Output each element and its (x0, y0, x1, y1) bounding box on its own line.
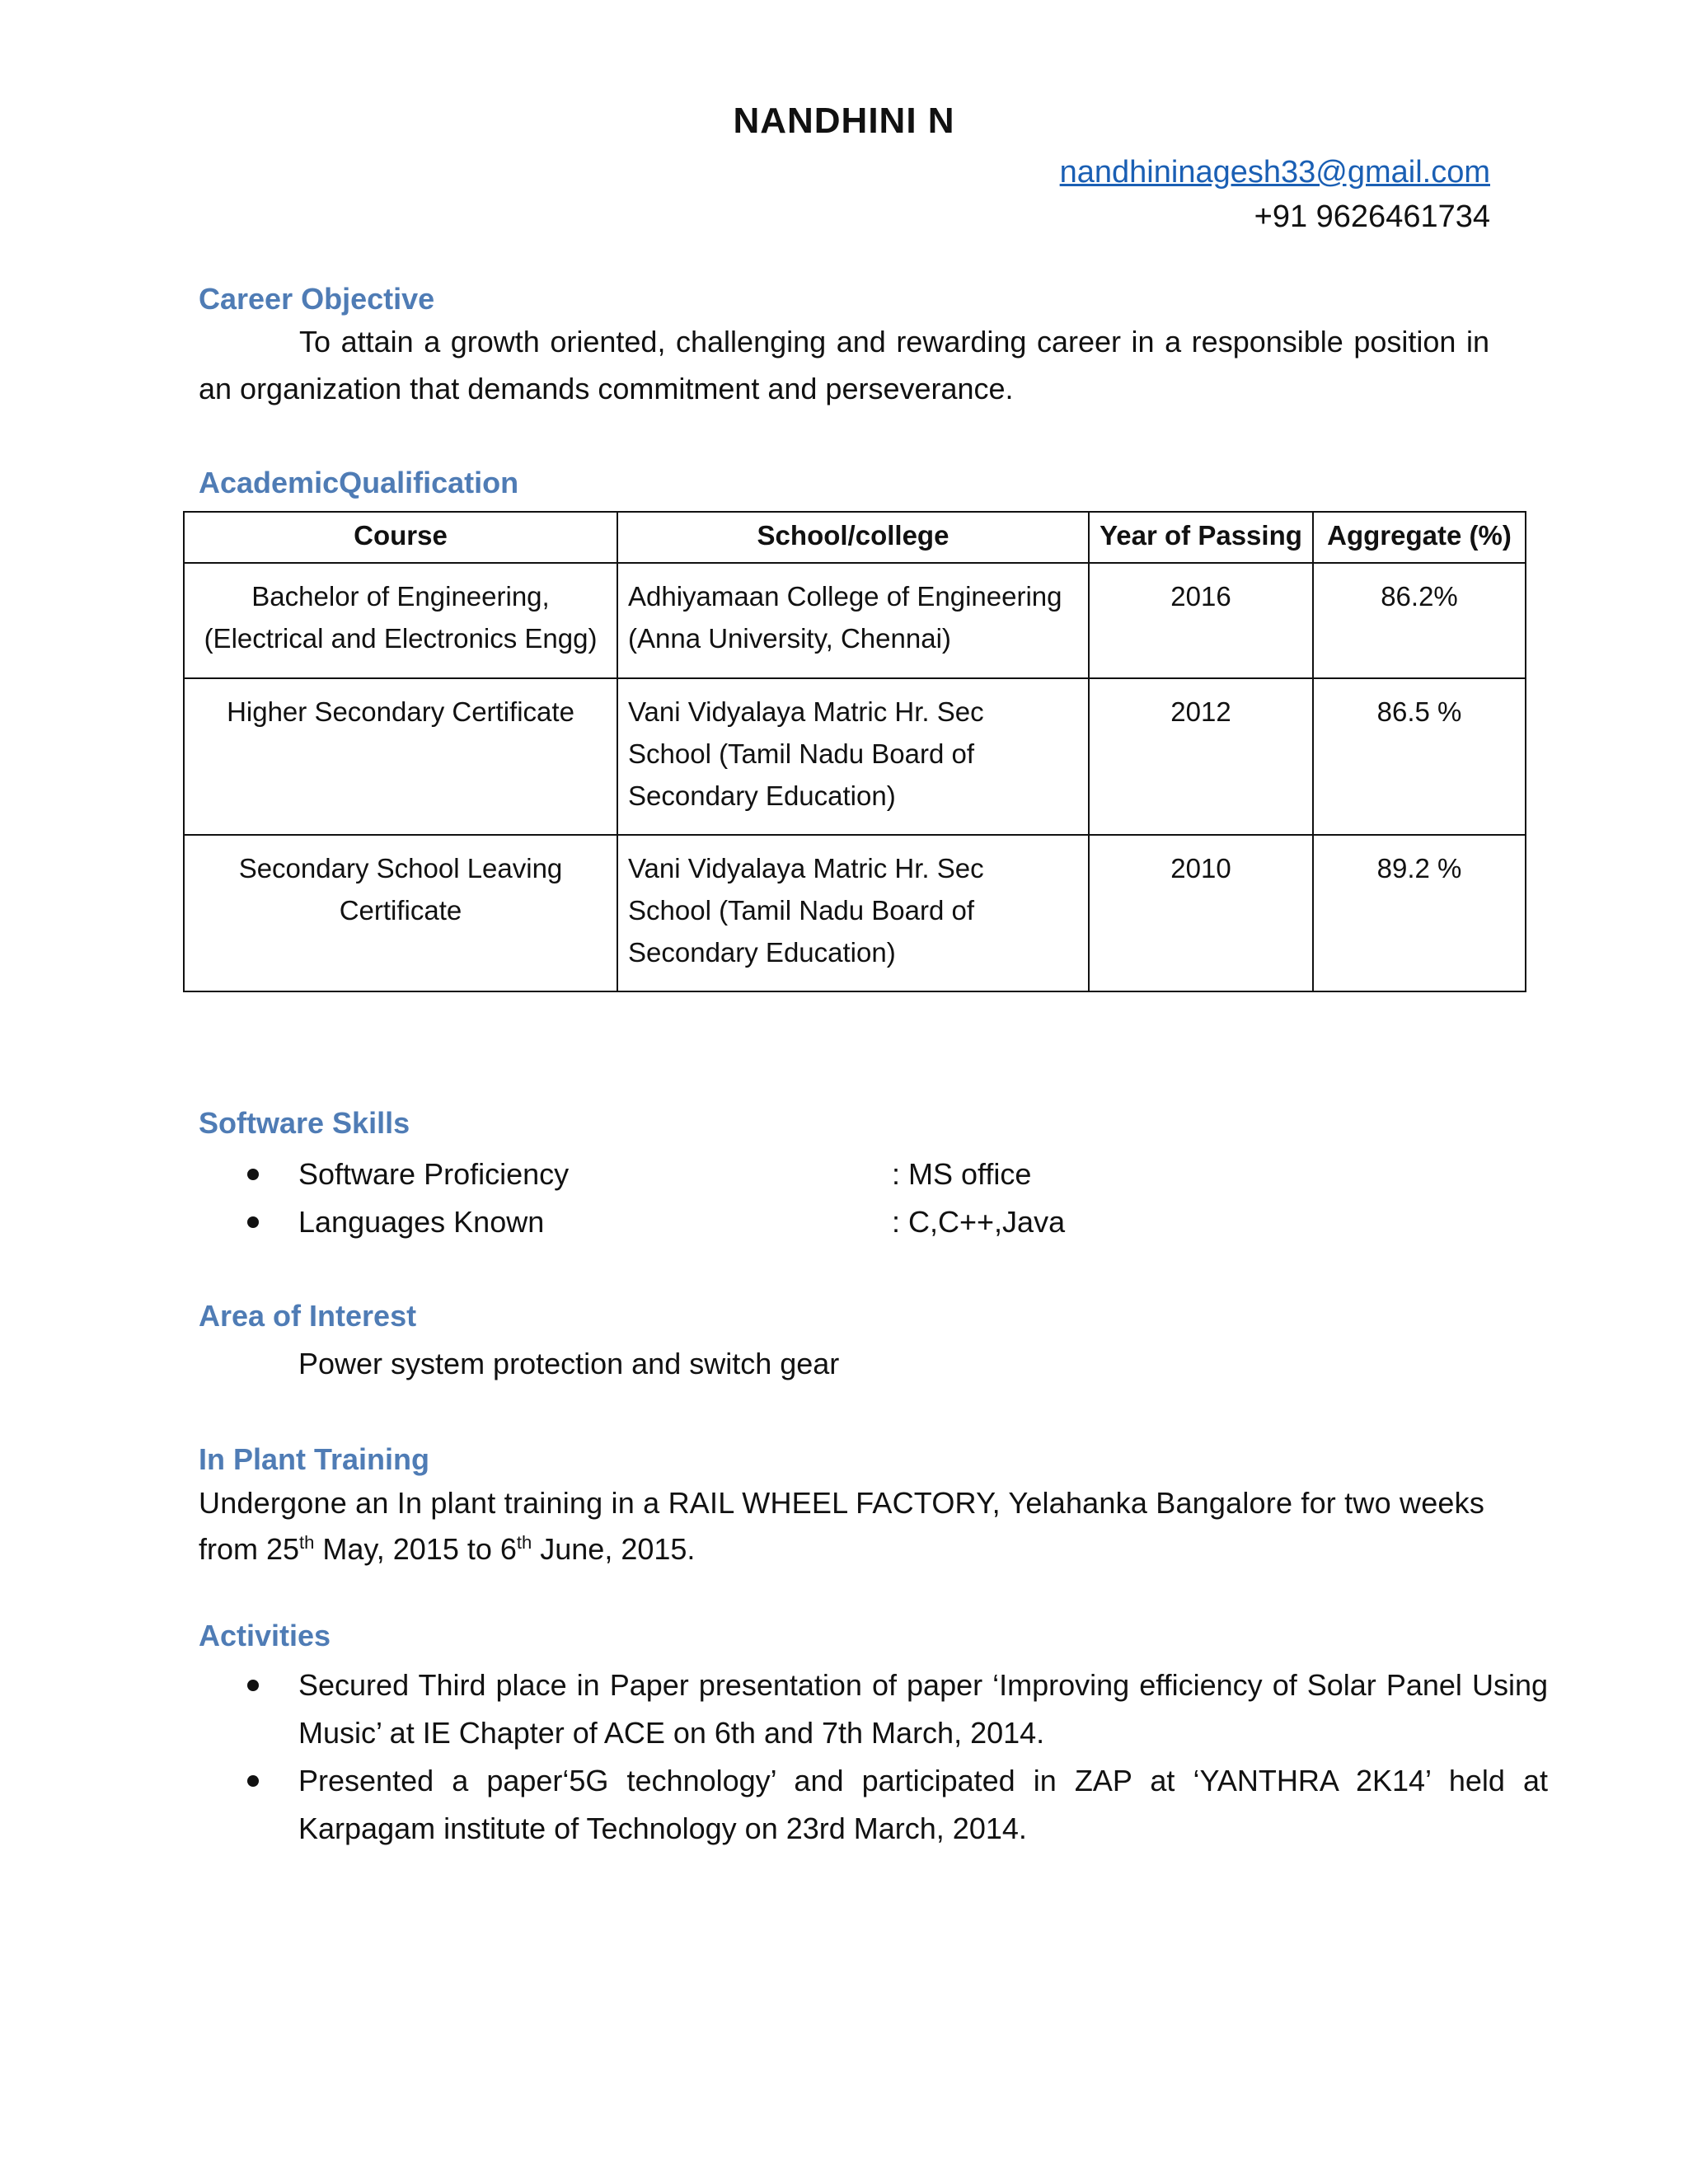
column-header-year: Year of Passing (1089, 512, 1313, 563)
table-row (184, 563, 1526, 678)
activities-heading: Activities (199, 1619, 331, 1652)
software-skills-list (239, 1151, 1065, 1246)
career-objective-heading: Career Objective (199, 282, 435, 316)
school-cell (617, 835, 1089, 991)
column-header-school: School/college (617, 512, 1089, 563)
academic-table (183, 511, 1526, 992)
course-line: (Electrical and Electronics Engg) (204, 623, 598, 654)
school-line: Vani Vidyalaya Matric Hr. Sec (628, 696, 984, 727)
school-line: Vani Vidyalaya Matric Hr. Sec (628, 853, 984, 883)
table-header-row (184, 512, 1526, 563)
activities-list (239, 1661, 1548, 1853)
column-header-course: Course (184, 512, 617, 563)
skill-value: : C,C++,Java (892, 1205, 1066, 1239)
year-cell: 2012 (1089, 678, 1313, 835)
training-sup-2: th (516, 1532, 532, 1553)
training-sup-1: th (299, 1532, 315, 1553)
email-link[interactable]: nandhininagesh33@gmail.com (1059, 155, 1490, 190)
school-line: Secondary Education) (628, 937, 896, 968)
course-line: Certificate (339, 895, 462, 926)
school-line: (Anna University, Chennai) (628, 623, 951, 654)
software-skills-heading: Software Skills (199, 1106, 410, 1140)
academic-heading: AcademicQualification (199, 466, 519, 499)
list-item (239, 1757, 1548, 1853)
activity-text: Presented a paper‘5G technology’ and participated in ZAP at ‘YANTHRA 2K14’ held at Karpagam institute of Technology on 23rd March, 2014. (298, 1764, 1548, 1845)
school-cell (617, 678, 1089, 835)
bullet-icon (247, 1216, 259, 1228)
column-header-aggregate: Aggregate (%) (1313, 512, 1526, 563)
course-line: Bachelor of Engineering, (251, 581, 550, 612)
bullet-icon (247, 1680, 259, 1691)
aggregate-cell: 86.2% (1313, 563, 1526, 678)
table-row (184, 835, 1526, 991)
list-item (239, 1151, 1065, 1198)
course-line: Higher Secondary Certificate (227, 696, 574, 727)
training-line-1: Undergone an In plant training in a RAIL WHEEL FACTORY, Yelahanka Bangalore for two weeks (199, 1486, 1485, 1520)
phone-number: +91 9626461734 (1254, 199, 1490, 234)
aggregate-cell: 89.2 % (1313, 835, 1526, 991)
training-text-a: from 25 (199, 1532, 300, 1566)
skill-value: : MS office (892, 1157, 1032, 1191)
school-line: Adhiyamaan College of Engineering (628, 581, 1062, 612)
candidate-name: NANDHINI N (733, 101, 955, 141)
course-line: Secondary School Leaving (238, 853, 563, 883)
skill-label: Languages Known (298, 1205, 545, 1239)
year-cell: 2010 (1089, 835, 1313, 991)
list-item (239, 1661, 1548, 1757)
skill-label: Software Proficiency (298, 1157, 570, 1191)
in-plant-training-heading: In Plant Training (199, 1442, 430, 1476)
bullet-icon (247, 1775, 259, 1787)
course-cell (184, 563, 617, 678)
school-line: Secondary Education) (628, 780, 896, 811)
training-text-b: May, 2015 to 6 (314, 1532, 517, 1566)
bullet-icon (247, 1169, 259, 1180)
year-cell: 2016 (1089, 563, 1313, 678)
course-cell (184, 835, 617, 991)
aggregate-cell: 86.5 % (1313, 678, 1526, 835)
area-of-interest-heading: Area of Interest (199, 1299, 417, 1333)
course-cell (184, 678, 617, 835)
activity-text: Secured Third place in Paper presentation of paper ‘Improving efficiency of Solar Panel Using Music’ at IE Chapter of ACE on 6th and 7th March, 2014. (298, 1668, 1548, 1750)
list-item (239, 1198, 1065, 1246)
school-cell (617, 563, 1089, 678)
school-line: School (Tamil Nadu Board of (628, 738, 975, 769)
area-of-interest-text: Power system protection and switch gear (298, 1347, 840, 1380)
training-text-c: June, 2015. (532, 1532, 696, 1566)
school-line: School (Tamil Nadu Board of (628, 895, 975, 926)
in-plant-training-text (199, 1483, 1489, 1569)
table-row (184, 678, 1526, 835)
training-line-2 (199, 1523, 1489, 1569)
career-objective-text: To attain a growth oriented, challenging and rewarding career in a responsible position in an organization that demands commitment and perseverance. (199, 325, 1489, 405)
